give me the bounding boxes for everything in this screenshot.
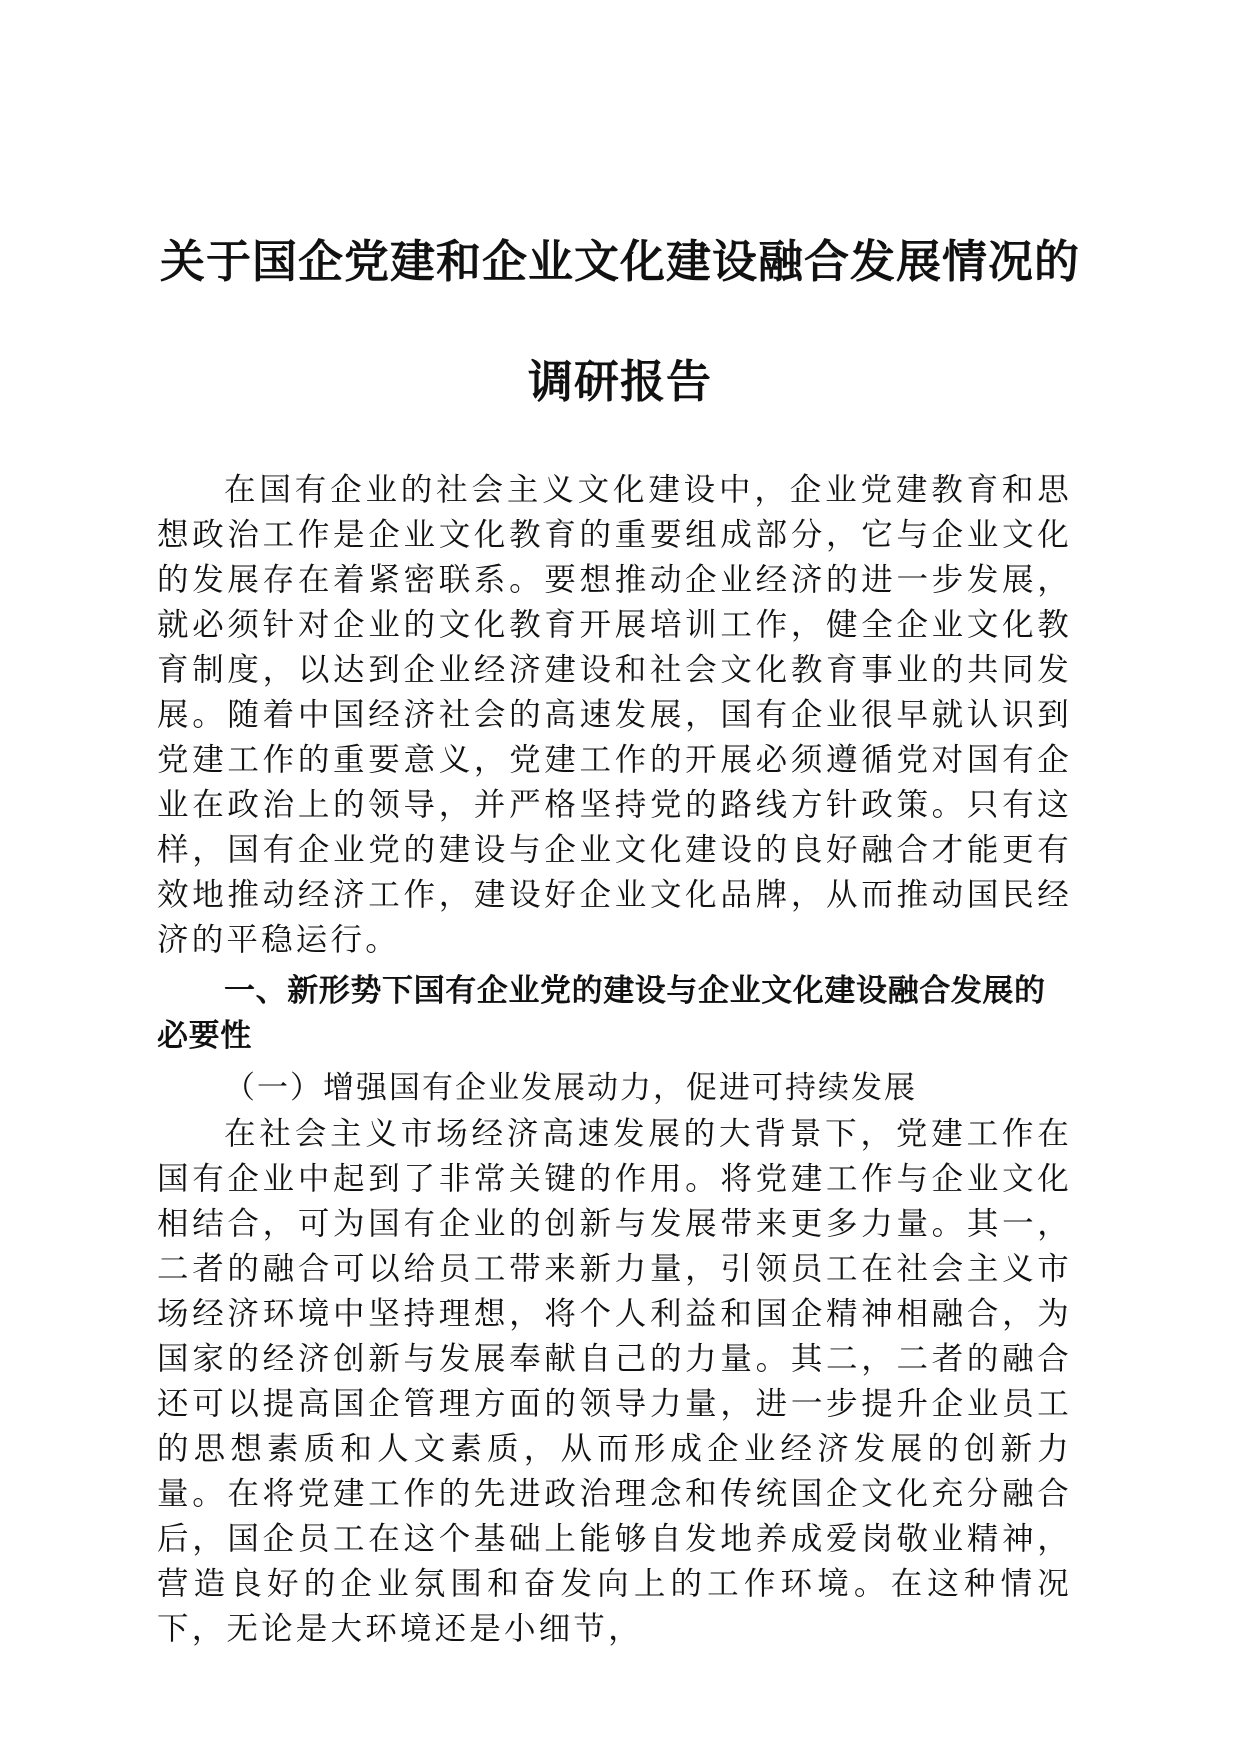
document-title-line-2: 调研报告 [527,355,712,408]
subsection-1-heading: （一）增强国有企业发展动力，促进可持续发展 [224,1070,917,1106]
intro-paragraph: 在国有企业的社会主义文化建设中，企业党建教育和思想政治工作是企业文化教育的重要组成部分，它与企业文化的发展存在着紧密联系。要想推动企业经济的进一步发展，就必须针对企业的文化教育开展培训工作，健全企业文化教育制度，以达到企业经济建设和社会文化教育事业的共同发展。随着中国经济社会的高速发展，国有企业很早就认识到党建工作的重要意义，党建工作的开展必须遵循党对国有企业在政治上的领导，并严格坚持党的路线方针政策。只有这样，国有企业党的建设与企业文化建设的良好融合才能更有效地推动经济工作，建设好企业文化品牌，从而推动国民经济的平稳运行。 [157,472,1072,958]
section-1-heading: 一、新形势下国有企业党的建设与企业文化建设融合发展的必要性 [157,973,1046,1054]
document-body [157,468,1072,1652]
document-title-line-1: 关于国企党建和企业文化建设融合发展情况的 [159,235,1080,288]
subsection-1-paragraph: 在社会主义市场经济高速发展的大背景下，党建工作在国有企业中起到了非常关键的作用。将党建工作与企业文化相结合，可为国有企业的创新与发展带来更多力量。其一，二者的融合可以给员工带来新力量，引领员工在社会主义市场经济环境中坚持理想，将个人利益和国企精神相融合，为国家的经济创新与发展奉献自己的力量。其二，二者的融合还可以提高国企管理方面的领导力量，进一步提升企业员工的思想素质和人文素质，从而形成企业经济发展的创新力量。在将党建工作的先进政治理念和传统国企文化充分融合后，国企员工在这个基础上能够自发地养成爱岗敬业精神，营造良好的企业氛围和奋发向上的工作环境。在这种情况下，无论是大环境还是小细节， [157,1116,1072,1647]
